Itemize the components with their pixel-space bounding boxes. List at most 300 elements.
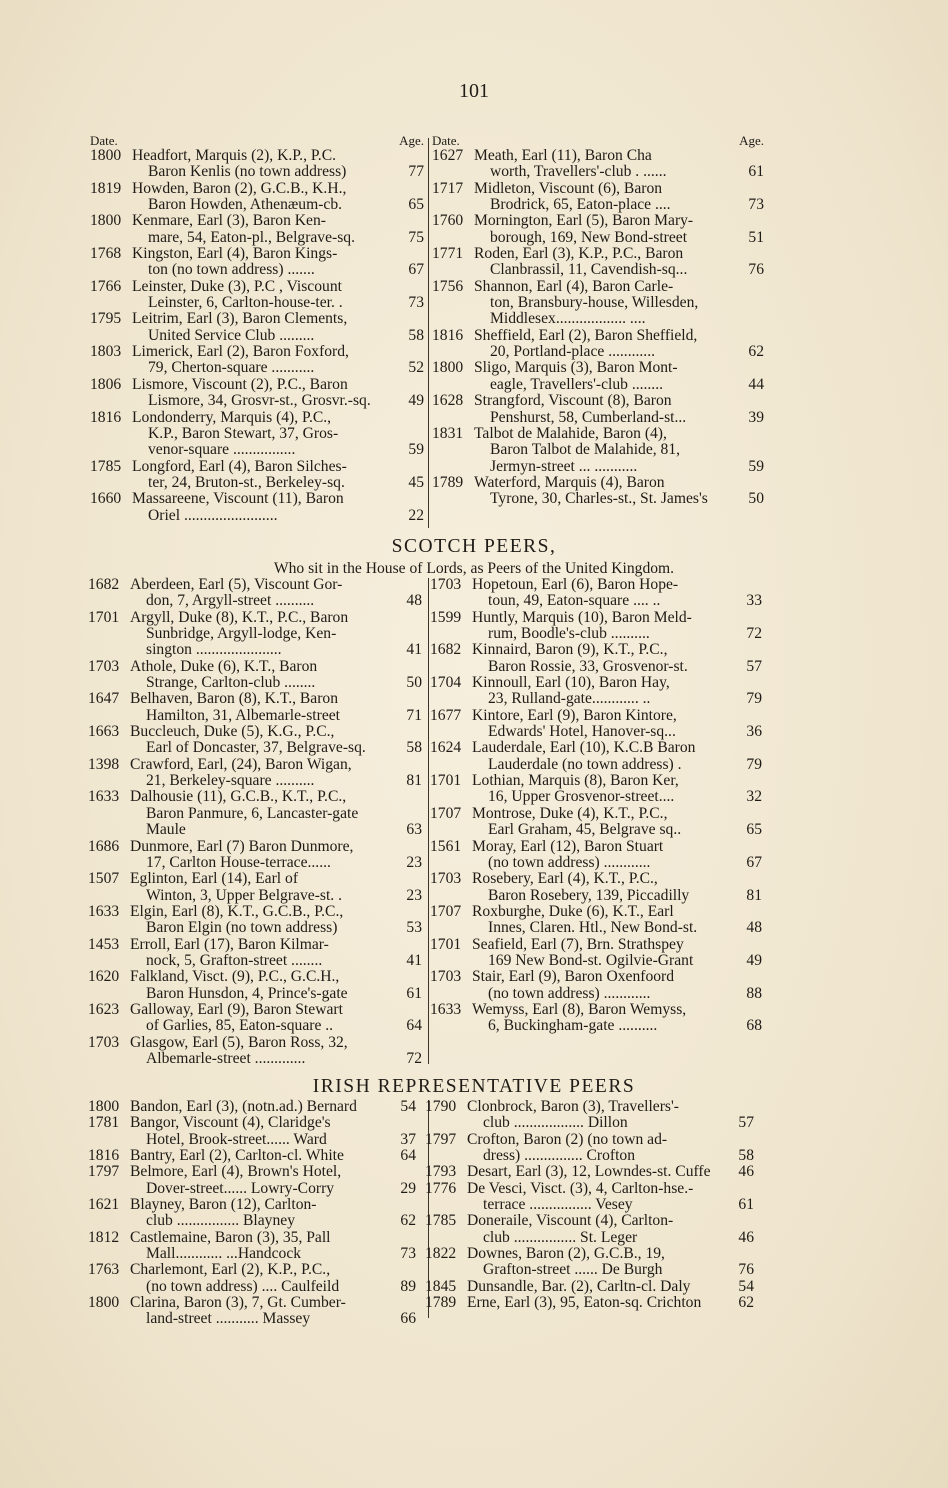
creation-year: 1703 [88,657,120,675]
peer-entry [432,426,764,475]
age-value: 62 [748,343,764,361]
age-value: 62 [400,1212,416,1230]
age-value: 66 [400,1310,416,1328]
entry-text-line: Baron Hunsdon, 4, Prince's-gate [146,985,348,1002]
entry-text-line: ton, Bransbury-house, Willesden, [490,295,699,312]
entry-text-line: club ................ St. Leger [483,1229,638,1246]
creation-year: 1717 [432,179,464,197]
entry-text-line: Desart, Earl (3), 12, Lowndes-st. Cuffe [467,1164,711,1181]
entry-text-line: Headfort, Marquis (2), K.P., P.C. [132,148,337,164]
peer-entry [88,1099,416,1115]
entry-text-line: Grafton-street ...... De Burgh [483,1262,663,1279]
creation-year: 1790 [425,1098,457,1115]
creation-year: 1785 [425,1212,457,1230]
entry-text-line: 6, Buckingham-gate .......... [488,1018,658,1035]
creation-year: 1701 [430,772,462,790]
entry-text-line: Galloway, Earl (9), Baron Stewart [130,1001,343,1018]
entry-text-line: Kenmare, Earl (3), Baron Ken- [132,213,326,230]
entry-text-line: Roden, Earl (3), K.P., P.C., Baron [474,246,684,263]
entry-text-line: don, 7, Argyll-street .......... [146,593,315,610]
peer-entry [88,1035,422,1068]
entry-text-line: Aberdeen, Earl (5), Viscount Gor- [130,577,343,593]
age-value: 57 [738,1114,754,1132]
age-value: 81 [406,772,422,790]
age-value: 88 [746,984,762,1002]
peer-entry [432,148,764,181]
age-value: 61 [748,163,764,181]
entry-text-line: Oriel ........................ [148,507,278,524]
scotch-peers-subtitle: Who sit in the House of Lords, as Peers of the United Kingdom. [273,560,675,577]
entry-text-line: 20, Portland-place ............ [490,344,655,361]
entry-text-line: Innes, Claren. Htl., New Bond-st. [488,920,698,937]
age-value: 62 [738,1294,754,1312]
irish-rep-right-column [425,1099,754,1311]
entry-text-line: venor-square ................ [148,442,296,459]
entry-text-line: Hotel, Brook-street...... Ward [146,1131,327,1148]
creation-year: 1663 [88,723,120,741]
column-divider [428,138,429,528]
entry-text-line: Midleton, Viscount (6), Baron [474,180,663,197]
creation-year: 1701 [430,935,462,953]
creation-year: 1793 [425,1163,457,1181]
peer-entry [430,969,762,1002]
creation-year: 1789 [432,473,464,491]
peer-entry [432,393,764,426]
peer-entry [88,1230,416,1263]
entry-text-line: De Vesci, Visct. (3), 4, Carlton-hse.- [467,1180,694,1197]
peer-entry [425,1164,754,1180]
peer-entry [425,1099,754,1132]
creation-year: 1806 [90,375,122,393]
page-number: 101 [459,80,489,102]
creation-year: 1633 [430,1000,462,1018]
peer-entry [88,969,422,1002]
age-value: 65 [408,196,424,214]
entry-text-line: Glasgow, Earl (5), Baron Ross, 32, [130,1034,348,1051]
peer-entry [90,148,424,181]
creation-year: 1599 [430,608,462,626]
entry-text-line: K.P., Baron Stewart, 37, Gros- [148,425,339,442]
creation-year: 1816 [432,326,464,344]
peer-entry [88,1148,416,1164]
peer-entry [88,610,422,659]
age-value: 29 [400,1179,416,1197]
peer-entry [90,377,424,410]
peer-entry [88,724,422,757]
entry-text-line: Roxburghe, Duke (6), K.T., Earl [472,903,674,920]
creation-year: 1703 [430,968,462,986]
creation-year: 1812 [88,1228,120,1246]
entry-text-line: Dunmore, Earl (7) Baron Dunmore, [130,838,354,855]
entry-text-line: worth, Travellers'-club . ...... [490,164,667,181]
entry-text-line: 21, Berkeley-square .......... [146,773,315,790]
age-label: Age. [739,133,764,148]
entry-text-line: Kinnoull, Earl (10), Baron Hay, [472,675,670,692]
entry-text-line: 23, Rulland-gate............ .. [488,691,651,708]
age-value: 46 [738,1163,754,1181]
creation-year: 1756 [432,277,464,295]
column-divider [428,578,429,1064]
creation-year: 1703 [430,576,462,593]
entry-text-line: Baron Rosebery, 139, Piccadilly [488,887,690,904]
scotch-right-column [430,577,762,1035]
entry-text-line: borough, 169, New Bond-street [490,229,688,246]
creation-year: 1507 [88,870,120,888]
entry-text-line: Sheffield, Earl (2), Baron Sheffield, [474,327,698,344]
peer-entry [425,1213,754,1246]
entry-text-line: Leinster, 6, Carlton-house-ter. . [148,295,343,312]
age-value: 52 [408,359,424,377]
peer-entry [90,491,424,524]
entry-text-line: Bangor, Viscount (4), Claridge's [130,1115,331,1132]
entry-text-line: Lauderdale, Earl (10), K.C.B Baron [472,740,696,757]
entry-text-line: Penshurst, 58, Cumberland-st... [490,409,687,426]
creation-year: 1797 [425,1130,457,1148]
creation-year: 1785 [90,457,122,475]
peer-entry [430,1002,762,1035]
age-value: 72 [406,1049,422,1067]
peer-entry [430,839,762,872]
age-value: 23 [406,853,422,871]
age-value: 51 [748,228,764,246]
creation-year: 1803 [90,343,122,361]
creation-year: 1398 [88,755,120,773]
entry-text-line: Leinster, Duke (3), P.C , Viscount [132,278,342,295]
entry-text-line: Blayney, Baron (12), Carlton- [130,1197,317,1214]
entry-text-line: Athole, Duke (6), K.T., Baron [130,658,318,675]
entry-text-line: Jermyn-street ... ........... [490,458,638,475]
entry-text-line: club .................. Dillon [483,1115,628,1132]
creation-year: 1816 [88,1147,120,1165]
entry-text-line: Lismore, Viscount (2), P.C., Baron [132,376,348,393]
creation-year: 1800 [90,212,122,230]
creation-year: 1660 [90,490,122,508]
entry-text-line: Dover-street...... Lowry-Corry [146,1180,335,1197]
entry-text-line: 17, Carlton House-terrace...... [146,854,331,871]
entry-text-line: 169 New Bond-st. Ogilvie-Grant [488,952,694,969]
peer-entry [432,213,764,246]
age-value: 89 [400,1277,416,1295]
entry-text-line: Lauderdale (no town address) . [488,756,682,773]
creation-year: 1819 [90,179,122,197]
peer-entry [425,1181,754,1214]
peer-entry [432,328,764,361]
age-value: 41 [406,641,422,659]
age-value: 79 [746,755,762,773]
creation-year: 1677 [430,706,462,724]
entry-text-line: Meath, Earl (11), Baron Cha [474,148,652,164]
entry-text-line: Middlesex.................. .... [490,311,646,328]
age-value: 76 [738,1261,754,1279]
creation-year: 1707 [430,902,462,920]
creation-year: 1800 [88,1294,120,1312]
age-value: 64 [400,1147,416,1165]
creation-year: 1561 [430,837,462,855]
age-value: 72 [746,625,762,643]
age-value: 75 [408,228,424,246]
age-value: 67 [408,261,424,279]
age-value: 71 [406,706,422,724]
peer-entry [88,757,422,790]
entry-text-line: Clanbrassil, 11, Cavendish-sq... [490,262,688,279]
peer-entry [432,181,764,214]
entry-text-line: Seafield, Earl (7), Brn. Strathspey [472,936,684,953]
creation-year: 1800 [432,359,464,377]
creation-year: 1633 [88,788,120,806]
entry-text-line: Baron Elgin (no town address) [146,920,338,937]
creation-year: 1707 [430,804,462,822]
creation-year: 1768 [90,245,122,263]
entry-text-line: Limerick, Earl (2), Baron Foxford, [132,344,349,361]
creation-year: 1686 [88,837,120,855]
peer-entry [425,1295,754,1311]
peer-entry [90,459,424,492]
entry-text-line: Dalhousie (11), G.C.B., K.T., P.C., [130,789,347,806]
entry-text-line: 79, Cherton-square ........... [148,360,315,377]
peer-entry [430,708,762,741]
age-value: 63 [406,821,422,839]
creation-year: 1621 [88,1196,120,1214]
creation-year: 1453 [88,935,120,953]
entry-text-line: Kingston, Earl (4), Baron Kings- [132,246,338,263]
creation-year: 1620 [88,968,120,986]
age-value: 48 [406,592,422,610]
entry-text-line: Baron Rossie, 33, Grosvenor-st. [488,658,688,675]
entry-text-line: Charlemont, Earl (2), K.P., P.C., [130,1262,331,1279]
entry-text-line: Dunsandle, Bar. (2), Carltn-cl. Daly [467,1278,691,1295]
peer-entry [430,904,762,937]
age-value: 58 [738,1147,754,1165]
entry-text-line: Waterford, Marquis (4), Baron [474,474,665,491]
age-value: 58 [408,326,424,344]
age-value: 73 [400,1245,416,1263]
entry-text-line: Falkland, Visct. (9), P.C., G.C.H., [130,969,340,986]
age-value: 53 [406,919,422,937]
peer-entry [430,610,762,643]
top-left-column [90,134,424,524]
entry-text-line: Mall............ ...Handcock [146,1246,302,1263]
entry-text-line: Kinnaird, Baron (9), K.T., P.C., [472,642,668,659]
entry-text-line: Clarina, Baron (3), 7, Gt. Cumber- [130,1295,346,1312]
date-label: Date. [432,133,460,148]
entry-text-line: (no town address) ............ [488,854,651,871]
peer-entry [425,1246,754,1279]
entry-text-line: Bantry, Earl (2), Carlton-cl. White [130,1148,344,1165]
peer-entry [430,773,762,806]
age-value: 49 [408,392,424,410]
entry-text-line: Earl of Doncaster, 37, Belgrave-sq. [146,740,366,757]
entry-text-line: eagle, Travellers'-club ........ [490,376,664,393]
creation-year: 1800 [90,147,122,164]
entry-text-line: Doneraile, Viscount (4), Carlton- [467,1213,674,1230]
scotch-left-column [88,577,422,1067]
creation-year: 1816 [90,408,122,426]
entry-text-line: Massareene, Viscount (11), Baron [132,491,344,508]
entry-text-line: Buccleuch, Duke (5), K.G., P.C., [130,724,335,741]
peer-entry [425,1132,754,1165]
entry-text-line: Londonderry, Marquis (4), P.C., [132,409,332,426]
age-value: 54 [400,1098,416,1115]
peer-entry [88,1002,422,1035]
entry-text-line: Howden, Baron (2), G.C.B., K.H., [132,180,347,197]
entry-text-line: Longford, Earl (4), Baron Silches- [132,458,347,475]
entry-text-line: Elgin, Earl (8), K.T., G.C.B., P.C., [130,903,344,920]
creation-year: 1789 [425,1294,457,1312]
age-value: 73 [748,196,764,214]
entry-text-line: Castlemaine, Baron (3), 35, Pall [130,1229,331,1246]
creation-year: 1703 [430,870,462,888]
creation-year: 1624 [430,739,462,757]
age-value: 61 [406,984,422,1002]
entry-text-line: Talbot de Malahide, Baron (4), [474,425,667,442]
entry-text-line: Tyrone, 30, Charles-st., St. James's [490,491,708,508]
entry-text-line: Strange, Carlton-club ........ [146,675,316,692]
entry-text-line: sington ...................... [146,642,282,659]
irish-representative-peers-heading: IRISH REPRESENTATIVE PEERS [312,1076,636,1097]
peer-entry [430,675,762,708]
age-value: 49 [746,951,762,969]
creation-year: 1781 [88,1114,120,1132]
entry-text-line: Downes, Baron (2), G.C.B., 19, [467,1246,665,1263]
entry-text-line: Crofton, Baron (2) (no town ad- [467,1131,668,1148]
age-value: 41 [406,951,422,969]
entry-list [90,148,424,524]
entry-text-line: toun, 49, Eaton-square .... .. [488,593,661,610]
creation-year: 1633 [88,902,120,920]
creation-year: 1760 [432,212,464,230]
entry-text-line: Earl Graham, 45, Belgrave sq.. [488,822,682,839]
creation-year: 1682 [430,641,462,659]
creation-year: 1682 [88,576,120,593]
entry-text-line: Lismore, 34, Grosvr-st., Grosvr.-sq. [148,393,371,410]
date-label: Date. [90,133,118,148]
entry-text-line: Sunbridge, Argyll-lodge, Ken- [146,626,337,643]
age-value: 33 [746,592,762,610]
creation-year: 1763 [88,1261,120,1279]
entry-text-line: Kintore, Earl (9), Baron Kintore, [472,707,677,724]
age-value: 73 [408,294,424,312]
entry-text-line: Belmore, Earl (4), Brown's Hotel, [130,1164,342,1181]
entry-text-line: 16, Upper Grosvenor-street.... [488,789,675,806]
entry-list [432,148,764,508]
entry-text-line: Leitrim, Earl (3), Baron Clements, [132,311,348,328]
creation-year: 1845 [425,1277,457,1295]
entry-text-line: Belhaven, Baron (8), K.T., Baron [130,691,339,708]
entry-text-line: Baron Talbot de Malahide, 81, [490,442,681,459]
irish-rep-left-column [88,1099,416,1328]
entry-text-line: Baron Kenlis (no town address) [148,164,347,181]
entry-text-line: Rosebery, Earl (4), K.T., P.C., [472,871,658,888]
creation-year: 1627 [432,147,464,164]
entry-text-line: Argyll, Duke (8), K.T., P.C., Baron [130,609,349,626]
creation-year: 1623 [88,1000,120,1018]
entry-list [88,1099,416,1328]
peer-entry [90,279,424,312]
age-value: 22 [408,506,424,524]
peer-entry [432,360,764,393]
peer-entry [430,937,762,970]
age-value: 59 [408,441,424,459]
entry-text-line: mare, 54, Eaton-pl., Belgrave-sq. [148,229,355,246]
peer-entry [432,279,764,328]
peer-entry [88,1164,416,1197]
peer-entry [432,246,764,279]
entry-text-line: Erne, Earl (3), 95, Eaton-sq. Crichton [467,1295,702,1312]
entry-text-line: Winton, 3, Upper Belgrave-st. . [146,887,342,904]
creation-year: 1822 [425,1245,457,1263]
peer-entry [430,642,762,675]
creation-year: 1766 [90,277,122,295]
age-value: 23 [406,886,422,904]
age-value: 64 [406,1017,422,1035]
entry-list [425,1099,754,1311]
creation-year: 1797 [88,1163,120,1181]
column-header [90,134,424,148]
age-value: 76 [748,261,764,279]
age-value: 77 [408,163,424,181]
creation-year: 1703 [88,1033,120,1051]
peer-entry [88,1262,416,1295]
entry-text-line: Crawford, Earl, (24), Baron Wigan, [130,756,352,773]
entry-text-line: Edwards' Hotel, Hanover-sq... [488,724,676,741]
age-label: Age. [399,133,424,148]
creation-year: 1831 [432,424,464,442]
entry-text-line: land-street ........... Massey [146,1311,311,1328]
age-value: 46 [738,1228,754,1246]
column-header [432,134,764,148]
age-value: 65 [746,821,762,839]
peer-entry [90,311,424,344]
entry-text-line: Huntly, Marquis (10), Baron Meld- [472,609,692,626]
age-value: 50 [748,490,764,508]
peer-entry [430,577,762,610]
peer-entry [88,871,422,904]
scotch-peers-heading: SCOTCH PEERS, [391,536,557,557]
age-value: 58 [406,739,422,757]
entry-text-line: United Service Club ......... [148,327,315,344]
entry-text-line: Lothian, Marquis (8), Baron Ker, [472,773,679,790]
entry-text-line: Clonbrock, Baron (3), Travellers'- [467,1099,679,1115]
peer-entry [90,246,424,279]
peer-entry [425,1279,754,1295]
entry-text-line: Baron Panmure, 6, Lancaster-gate [146,805,359,822]
age-value: 67 [746,853,762,871]
entry-text-line: Wemyss, Earl (8), Baron Wemyss, [472,1001,687,1018]
entry-text-line: ton (no town address) ....... [148,262,315,279]
creation-year: 1776 [425,1179,457,1197]
peer-entry [88,1115,416,1148]
peer-entry [88,789,422,838]
peer-entry [432,475,764,508]
peer-entry [88,839,422,872]
entry-text-line: Sligo, Marquis (3), Baron Mont- [474,360,678,377]
creation-year: 1704 [430,674,462,692]
creation-year: 1771 [432,245,464,263]
entry-text-line: Maule [146,822,186,839]
creation-year: 1628 [432,392,464,410]
entry-text-line: Eglinton, Earl (14), Earl of [130,871,299,888]
entry-list [430,577,762,1035]
age-value: 81 [746,886,762,904]
entry-list [88,577,422,1067]
entry-text-line: terrace ................ Vesey [483,1197,633,1214]
age-value: 44 [748,375,764,393]
age-value: 37 [400,1130,416,1148]
peer-entry [88,1197,416,1230]
creation-year: 1647 [88,690,120,708]
entry-text-line: (no town address) ............ [488,985,651,1002]
age-value: 68 [746,1017,762,1035]
